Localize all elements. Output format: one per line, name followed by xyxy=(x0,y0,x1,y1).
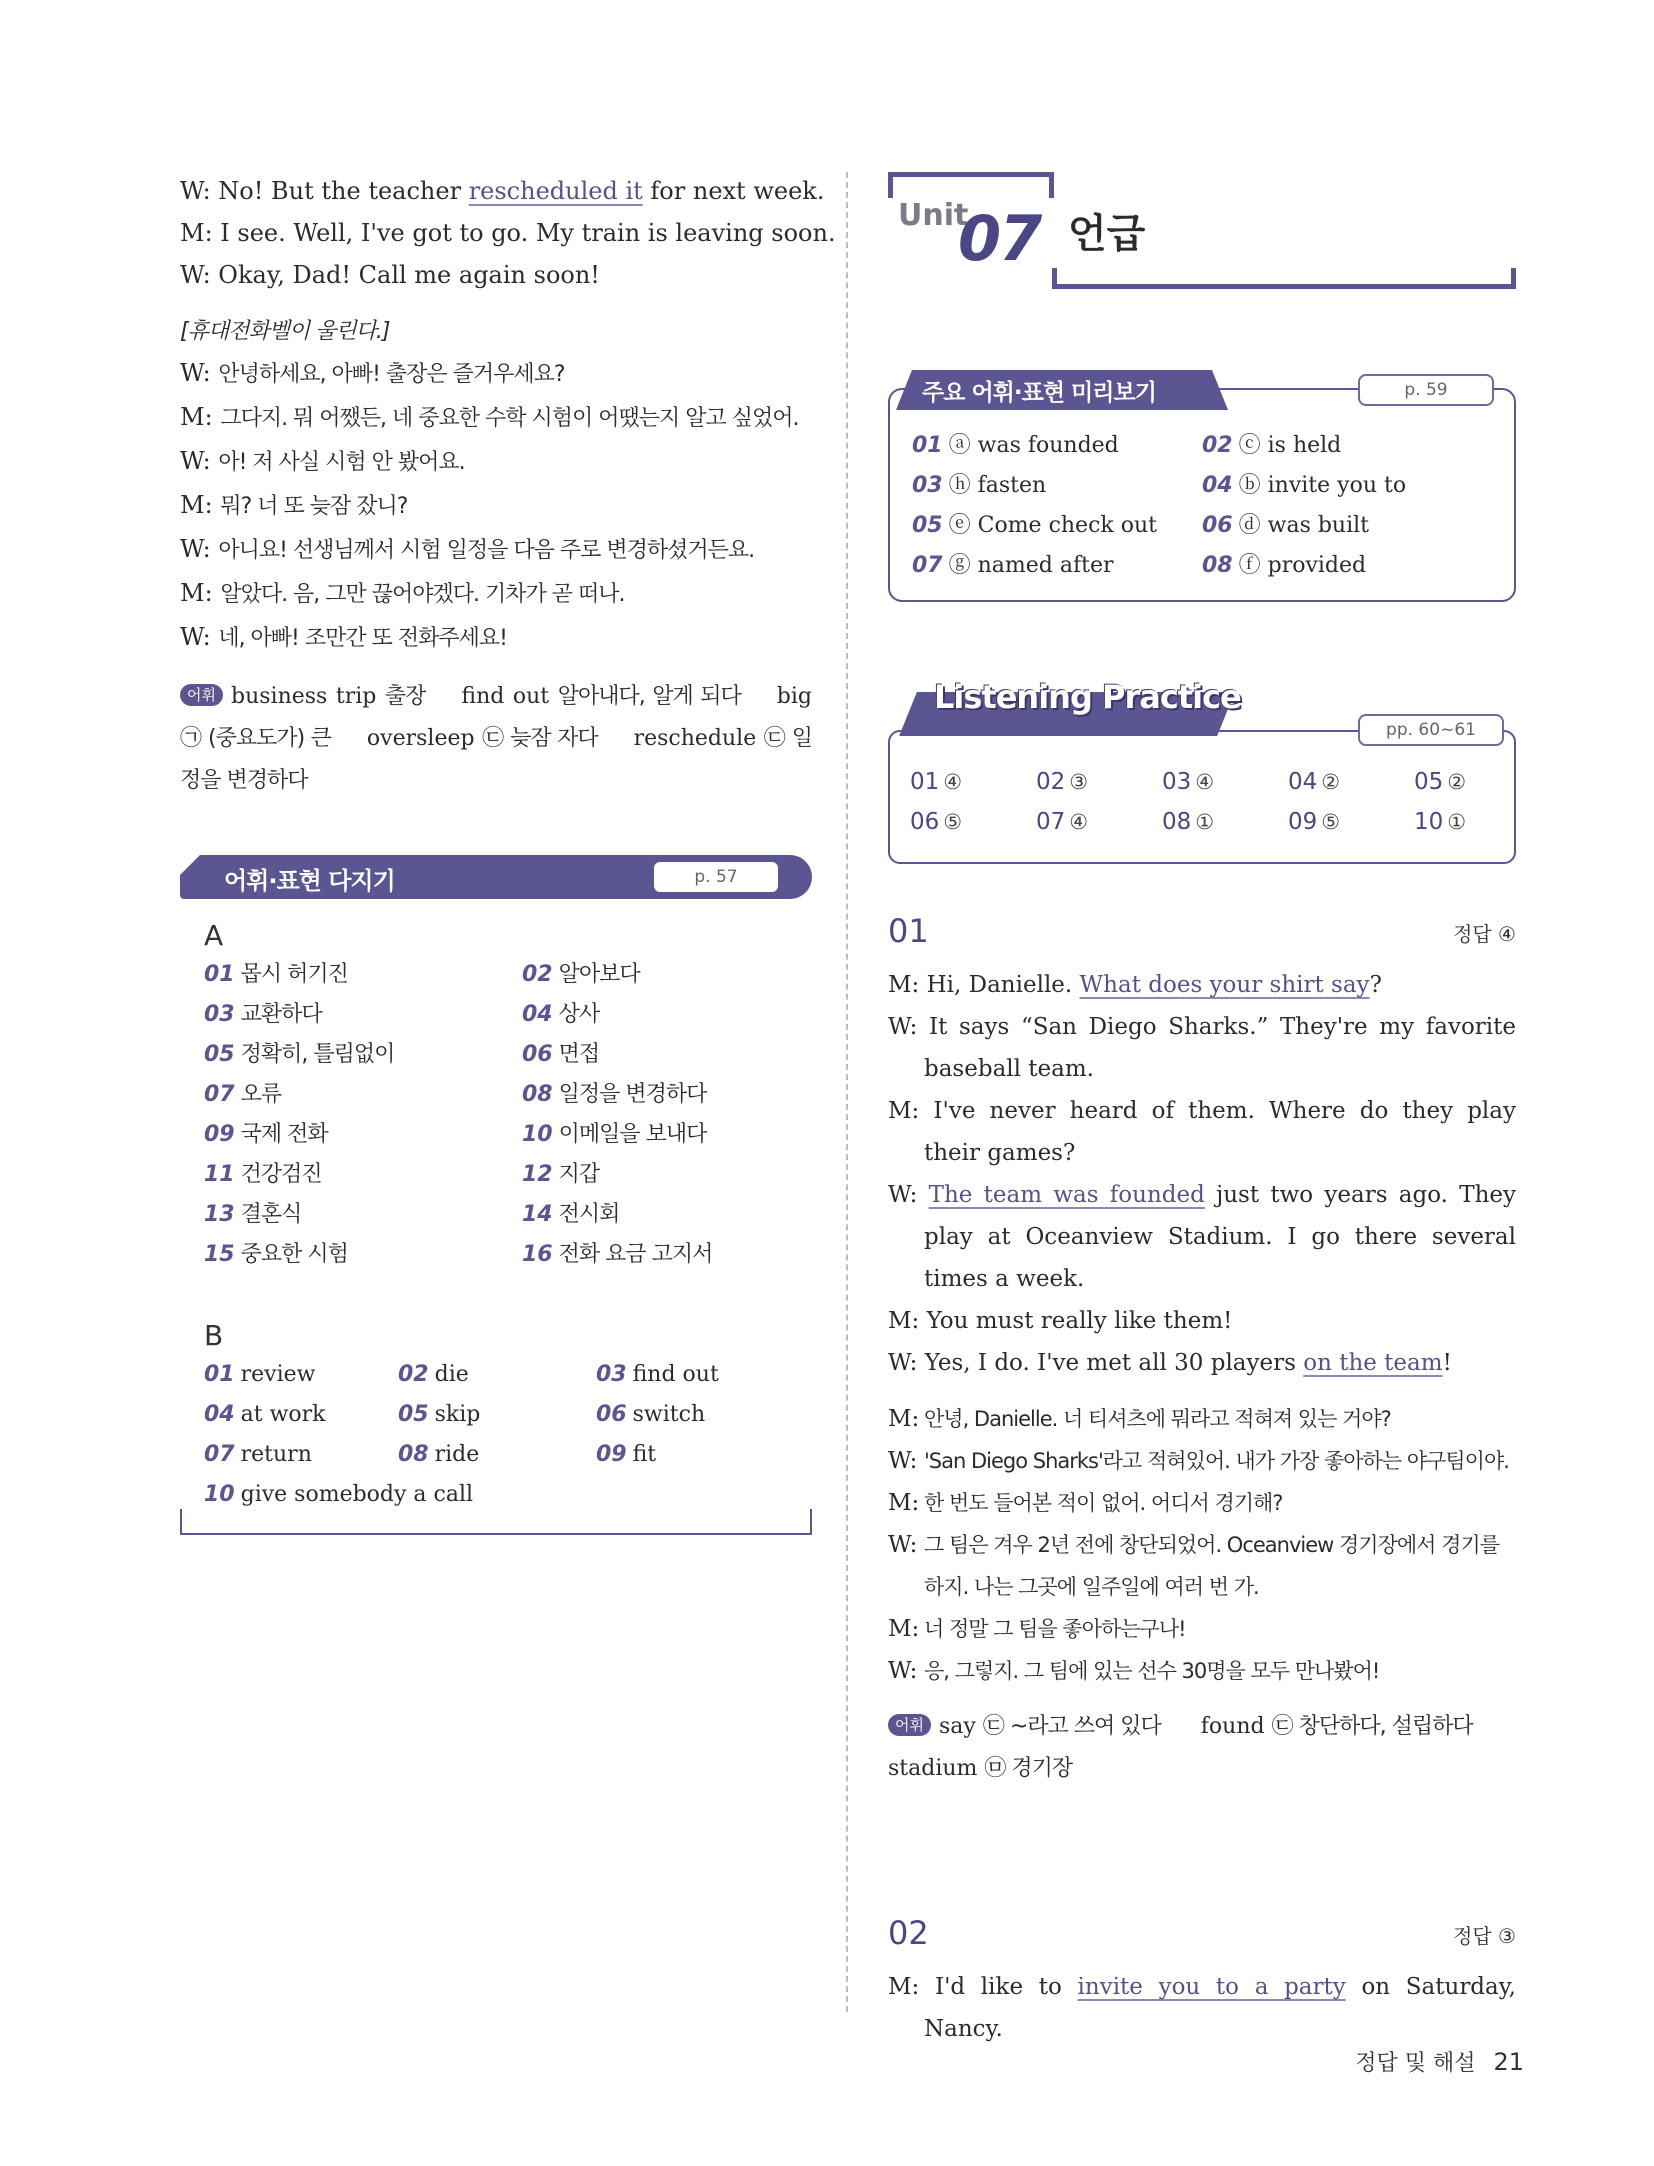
dialogue-line-ko: M: 그다지. 뭐 어쨌든, 네 중요한 수학 시험이 어땠는지 알고 싶었어. xyxy=(180,403,799,431)
dialogue-line: M: I see. Well, I've got to go. My train is leaving soon. xyxy=(180,219,836,247)
unit-number: 07 xyxy=(958,202,1041,275)
list-item: 09 국제 전화 xyxy=(204,1122,328,1147)
dialogue-line: M: You must really like them! xyxy=(888,1308,1233,1334)
list-item: 01 review xyxy=(204,1362,316,1387)
list-item: 06 ⓓ was built xyxy=(1202,513,1370,538)
dialogue-line-ko: W: 아! 저 사실 시험 안 봤어요. xyxy=(180,447,465,475)
dialogue-line-ko: M: 안녕, Danielle. 너 티셔츠에 뭐라고 적혀져 있는 거야? xyxy=(888,1406,1391,1432)
answer-item: 02 ③ xyxy=(1036,769,1089,795)
key-vocab-preview-box xyxy=(888,370,1516,602)
dialogue-line: M: I've never heard of them. Where do they play their games? xyxy=(888,1098,1516,1166)
vocab-note: 어휘 business trip 출장 find out 알아내다, 알게 되다 big ㉠ (중요도가) 큰 oversleep ㉢ 늦잠 자다 reschedule ㉢ 일정을 변경하다 xyxy=(180,684,812,793)
dialogue-line-ko: W: 네, 아빠! 조만간 또 전화주세요! xyxy=(180,623,507,651)
answer-grid xyxy=(910,762,1500,842)
list-item: 15 중요한 시험 xyxy=(204,1242,348,1267)
list-item: 10 give somebody a call xyxy=(204,1482,474,1507)
unit-header xyxy=(888,172,1516,292)
listening-title: Listening Practice xyxy=(934,678,1241,716)
list-item: 01 ⓐ was founded xyxy=(912,433,1119,458)
list-item: 05 skip xyxy=(398,1402,481,1427)
answer-item: 10 ① xyxy=(1414,809,1467,835)
question-number: 01 xyxy=(888,912,929,950)
question-number: 02 xyxy=(888,1914,929,1952)
list-item: 06 면접 xyxy=(522,1042,600,1067)
answer-item: 06 ⑤ xyxy=(910,809,963,835)
list-item: 04 상사 xyxy=(522,1002,600,1027)
dialogue-line: W: Yes, I do. I've met all 30 players on the team! xyxy=(888,1350,1452,1376)
list-item: 08 ⓕ provided xyxy=(1202,553,1367,578)
answer-item: 09 ⑤ xyxy=(1288,809,1341,835)
question-02-body xyxy=(888,1966,1516,2050)
footer-label: 정답 및 해설 xyxy=(1355,2051,1476,2076)
list-item: 04 at work xyxy=(204,1402,326,1427)
dialogue-line: M: Hi, Danielle. What does your shirt say? xyxy=(888,972,1382,998)
dialogue-line-ko: M: 알았다. 음, 그만 끊어야겠다. 기차가 곧 떠나. xyxy=(180,579,625,607)
list-item: 06 switch xyxy=(596,1402,706,1427)
section-a-list xyxy=(204,955,784,1275)
list-item: 04 ⓑ invite you to xyxy=(1202,473,1407,498)
dialogue-line-ko: M: 한 번도 들어본 적이 없어. 어디서 경기해? xyxy=(888,1490,1283,1516)
answer-key: 정답 ④ xyxy=(1453,922,1516,946)
list-item: 13 결혼식 xyxy=(204,1202,302,1227)
drill-title: 어휘·표현 다지기 xyxy=(224,867,395,895)
list-item: 09 fit xyxy=(596,1442,657,1467)
vocab-drill-box xyxy=(180,855,812,1535)
section-b-label: B xyxy=(204,1319,224,1352)
answer-item: 07 ④ xyxy=(1036,809,1089,835)
dialogue-line-ko: W: 아니요! 선생님께서 시험 일정을 다음 주로 변경하셨거든요. xyxy=(180,535,755,563)
list-item: 05 정확히, 틀림없이 xyxy=(204,1042,395,1067)
header-rule xyxy=(1049,172,1054,198)
dialogue-line-ko: W: 안녕하세요, 아빠! 출장은 즐거우세요? xyxy=(180,359,565,387)
left-column xyxy=(180,170,836,802)
header-rule xyxy=(1052,268,1057,288)
section-b-list xyxy=(204,1355,784,1515)
list-item: 03 find out xyxy=(596,1362,719,1387)
unit-label: Unit xyxy=(898,198,969,233)
dialogue-line: W: Okay, Dad! Call me again soon! xyxy=(180,261,600,289)
dialogue-line: W: The team was founded just two years ago. They play at Oceanview Stadium. I go there several times a week. xyxy=(888,1182,1516,1292)
answer-item: 04 ② xyxy=(1288,769,1341,795)
answer-item: 01 ④ xyxy=(910,769,963,795)
list-item: 03 ⓗ fasten xyxy=(912,473,1047,498)
list-item: 02 die xyxy=(398,1362,469,1387)
header-rule xyxy=(888,172,893,198)
list-item: 01 몹시 허기진 xyxy=(204,962,348,987)
preview-list xyxy=(912,426,1492,586)
vocab-note: 어휘 say ㉢ ~라고 쓰여 있다 found ㉢ 창단하다, 설립하다 stadium ㉤ 경기장 xyxy=(888,1714,1473,1781)
dialogue-line-ko: W: 그 팀은 겨우 2년 전에 창단되었어. Oceanview 경기장에서 경기를 하지. 나는 그곳에 일주일에 여러 번 가. xyxy=(888,1532,1499,1599)
list-item: 08 ride xyxy=(398,1442,480,1467)
answer-item: 08 ① xyxy=(1162,809,1215,835)
list-item: 12 지갑 xyxy=(522,1162,600,1187)
drill-page-ref: p. 57 xyxy=(654,862,778,892)
vocab-badge: 어휘 xyxy=(180,684,223,706)
listening-page-ref: pp. 60~61 xyxy=(1358,714,1504,746)
list-item: 16 전화 요금 고지서 xyxy=(522,1242,713,1267)
dialogue-line: M: I'd like to invite you to a party on Saturday, Nancy. xyxy=(888,1974,1516,2042)
answer-key: 정답 ③ xyxy=(1453,1924,1516,1948)
page-number: 21 xyxy=(1493,2048,1524,2076)
list-item: 07 return xyxy=(204,1442,312,1467)
preview-title: 주요 어휘·표현 미리보기 xyxy=(922,380,1156,406)
question-01-header xyxy=(888,912,1516,956)
header-rule xyxy=(888,172,1054,177)
dialogue-line: W: No! But the teacher rescheduled it for next week. xyxy=(180,177,825,205)
header-rule xyxy=(1052,284,1516,289)
stage-direction: [휴대전화벨이 울린다.] xyxy=(180,319,390,344)
list-item: 07 오류 xyxy=(204,1082,282,1107)
list-item: 10 이메일을 보내다 xyxy=(522,1122,707,1147)
vocab-badge: 어휘 xyxy=(888,1714,931,1736)
question-02-header xyxy=(888,1914,1516,1958)
dialogue-line-ko: M: 뭐? 너 또 늦잠 잤니? xyxy=(180,491,408,519)
answer-item: 03 ④ xyxy=(1162,769,1215,795)
column-divider xyxy=(846,172,848,2012)
unit-title: 언급 xyxy=(1068,211,1146,257)
dialogue-line-ko: M: 너 정말 그 팀을 좋아하는구나! xyxy=(888,1616,1186,1642)
page-footer xyxy=(1355,2046,1524,2077)
list-item: 07 ⓖ named after xyxy=(912,553,1114,578)
list-item: 03 교환하다 xyxy=(204,1002,322,1027)
dialogue-line-ko: W: 'San Diego Sharks'라고 적혀있어. 내가 가장 좋아하는 야구팀이야. xyxy=(888,1448,1509,1474)
list-item: 11 건강검진 xyxy=(204,1162,322,1187)
question-01-body xyxy=(888,964,1516,1790)
list-item: 14 전시회 xyxy=(522,1202,620,1227)
listening-practice-box xyxy=(888,678,1516,864)
list-item: 02 ⓒ is held xyxy=(1202,433,1342,458)
dialogue-line: W: It says “San Diego Sharks.” They're my favorite baseball team. xyxy=(888,1014,1516,1082)
preview-page-ref: p. 59 xyxy=(1358,374,1494,406)
list-item: 05 ⓔ Come check out xyxy=(912,513,1157,538)
answer-item: 05 ② xyxy=(1414,769,1467,795)
list-item: 08 일정을 변경하다 xyxy=(522,1082,707,1107)
dialogue-line-ko: W: 응, 그렇지. 그 팀에 있는 선수 30명을 모두 만나봤어! xyxy=(888,1658,1380,1684)
list-item: 02 알아보다 xyxy=(522,962,640,987)
header-rule xyxy=(1511,268,1516,288)
section-a-label: A xyxy=(204,919,224,952)
